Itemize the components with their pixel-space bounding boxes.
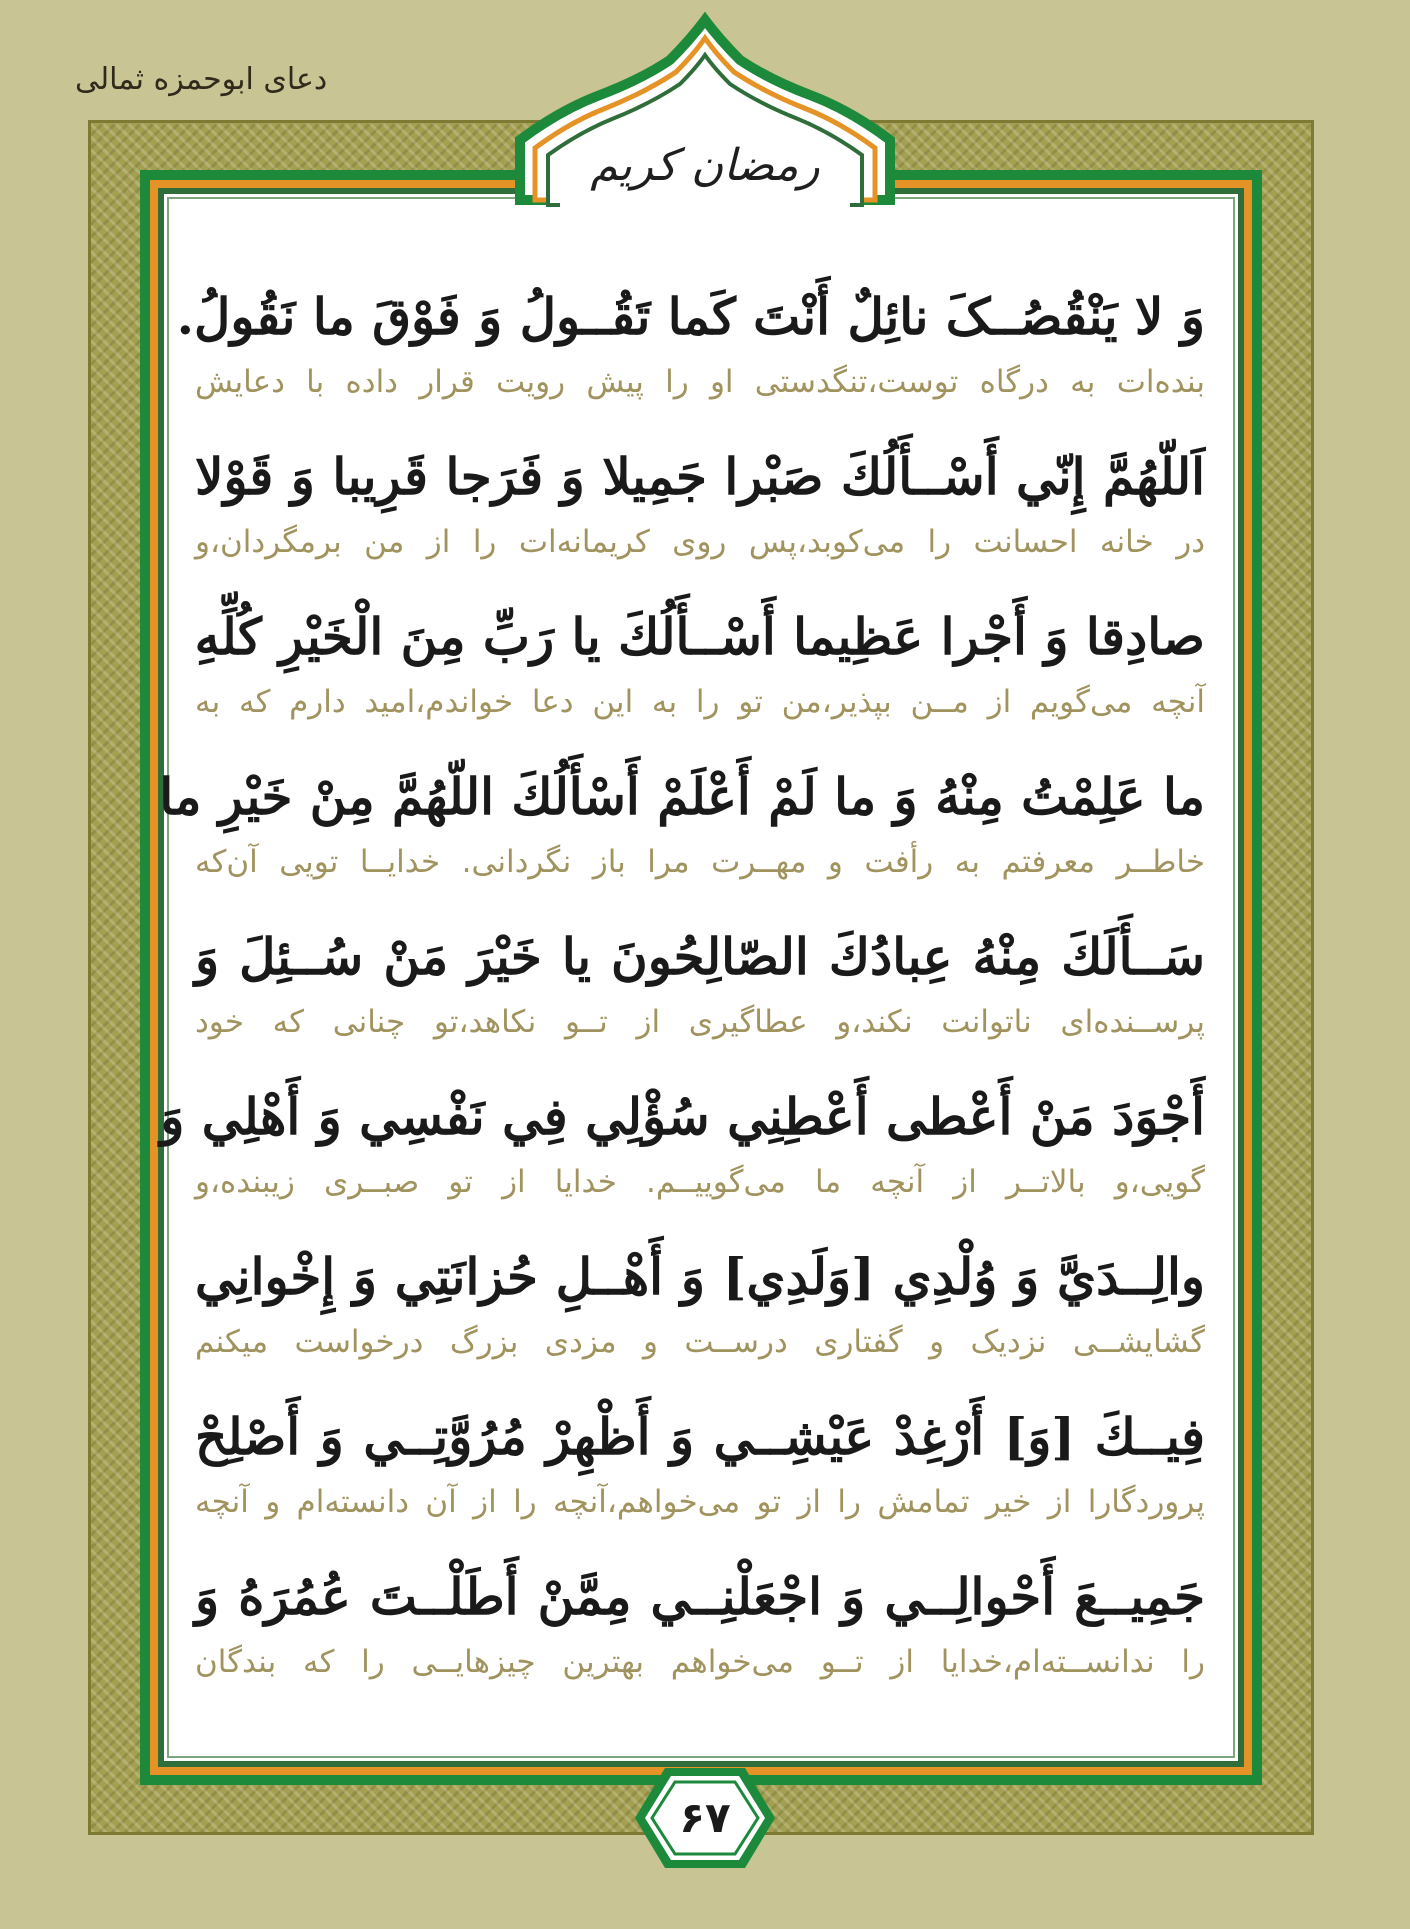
arabic-line: ما عَلِمْتُ مِنْهُ وَ ما لَمْ أَعْلَمْ أَسْأَلُكَ اللّهُمَّ مِنْ خَيْرِ ما: [159, 767, 1205, 826]
persian-translation: خاطــر معرفتم به رأفت و مهــرت مرا باز نگردانی. خدایــا تویی آن‌که: [195, 844, 1205, 880]
verse-block: [159, 760, 1205, 890]
persian-translation: آنچه می‌گویم از مــن بپذیر،من تو را به این دعا خواندم،امید دارم که به: [195, 684, 1205, 720]
verse-block: [195, 920, 1205, 1050]
prayer-text: [159, 280, 1205, 1720]
arabic-line: والِــدَيَّ وَ وُلْدِي [وَلَدِي] وَ أَهْــلِ حُزانَتِي وَ إِخْوانِي: [195, 1247, 1205, 1306]
persian-translation: پروردگارا از خیر تمامش را از تو می‌خواهم،آنچه را از آن دانسته‌ام و آنچه: [195, 1484, 1205, 1520]
verse-block: [195, 1400, 1205, 1530]
arabic-line: فِيــكَ [وَ] أَرْغِدْ عَيْشِــي وَ أَظْهِرْ مُرُوَّتِــي وَ أَصْلِحْ: [195, 1407, 1205, 1466]
verse-block: [195, 1240, 1205, 1370]
persian-translation: گشایشــی نزدیک و گفتاری درســت و مزدی بزرگ درخواست میکنم: [195, 1324, 1205, 1360]
book-title: دعای ابوحمزه ثمالی: [75, 62, 328, 97]
verse-block: [195, 1560, 1205, 1690]
verse-block: [195, 600, 1205, 730]
verse-block: [160, 1080, 1205, 1210]
persian-translation: بنده‌ات به درگاه توست،تنگدستی او را پیش رویت قرار داده با دعایش: [195, 364, 1205, 400]
ramadan-calligraphy: رمضان کریم: [590, 140, 820, 191]
arabic-line: سَــأَلَكَ مِنْهُ عِبادُكَ الصّالِحُونَ يا خَيْرَ مَنْ سُــئِلَ وَ: [195, 927, 1205, 986]
arabic-line: وَ لا یَنْقُصُــکَ نائِلٌ أَنْتَ کَما تَقُــولُ وَ فَوْقَ ما نَقُولُ.: [176, 287, 1205, 346]
persian-translation: در خانه احسانت را می‌کوبد،پس روی کریمانه‌ات را از من برمگردان،و: [195, 524, 1205, 560]
persian-translation: پرســنده‌ای ناتوانت نکند،و عطاگیری از تــو نکاهد،تو چنانی که خود: [195, 1004, 1205, 1040]
arch-ornament-icon: [0, 0, 1410, 260]
arabic-line: جَمِيــعَ أَحْوالِــي وَ اجْعَلْنِــي مِمَّنْ أَطَلْــتَ عُمُرَهُ وَ: [195, 1567, 1205, 1626]
verse-block: [195, 440, 1205, 570]
page-number: ۶۷: [679, 1793, 731, 1842]
verse-block: [176, 280, 1205, 410]
persian-translation: گویی،و بالاتــر از آنچه ما می‌گوییــم. خدایا از تو صبــری زیبنده،و: [195, 1164, 1205, 1200]
arabic-line: صادِقا وَ أَجْرا عَظِيما أَسْــأَلُكَ يا رَبِّ مِنَ الْخَيْرِ كُلِّهِ: [194, 607, 1205, 666]
persian-translation: را ندانســته‌ام،خدایا از تــو می‌خواهم بهترین چیزهایــی را که بندگان: [195, 1644, 1205, 1680]
arabic-line: اَللّهُمَّ إِنّي أَسْــأَلُكَ صَبْرا جَمِيلا وَ فَرَجا قَرِيبا وَ قَوْلا: [195, 447, 1205, 506]
arabic-line: أَجْوَدَ مَنْ أَعْطى أَعْطِنِي سُؤْلِي فِي نَفْسِي وَ أَهْلِي وَ: [160, 1087, 1205, 1146]
